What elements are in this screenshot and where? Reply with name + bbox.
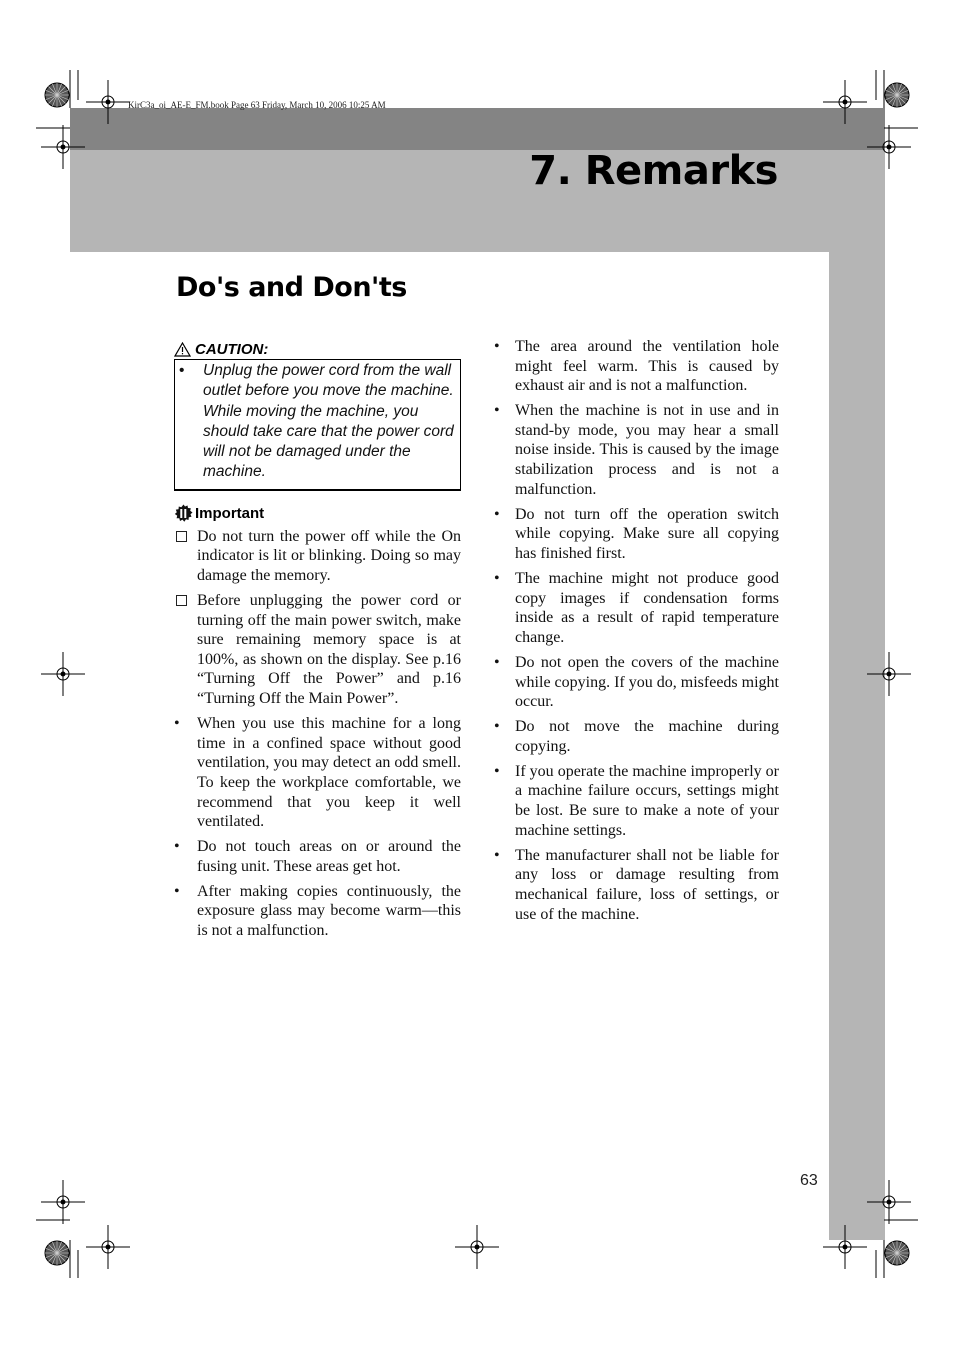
bullet-text: When the machine is not in use and in stand-by mode, you may hear a small noise inside. This is caused by the image stabilization process and is not a malfunction. bbox=[515, 402, 779, 498]
registration-wheel-icon bbox=[885, 83, 909, 107]
page-number: 63 bbox=[800, 1172, 818, 1189]
registration-wheel-icon bbox=[45, 83, 69, 107]
bullet-text: If you operate the machine improperly or a machine failure occurs, settings might be lost. Be sure to make a note of your machine settings. bbox=[515, 762, 779, 839]
bullet: • bbox=[494, 570, 500, 588]
important-text: Do not turn the power off while the On indicator is lit or blinking. Doing so may damage the memory. bbox=[197, 527, 461, 584]
important-text: Before unplugging the power cord or turning off the main power switch, make sure remaining memory space is at 100%, as shown on the display. See p.16 “Turning Off the Power” and p.16 “Turning Off the Main Power”. bbox=[197, 592, 461, 708]
bullet-text: Do not open the covers of the machine while copying. If you do, misfeeds might occur. bbox=[515, 653, 779, 711]
bullet-text: Do not move the machine during copying. bbox=[515, 718, 779, 755]
bullet: • bbox=[494, 846, 500, 864]
bullet: • bbox=[179, 362, 185, 379]
caution-label: CAUTION: bbox=[195, 341, 269, 358]
caution-text: Unplug the power cord from the wall outlet before you move the machine. While moving the machine, you should take care that the power cord will not be damaged under the machine. bbox=[203, 362, 454, 481]
bullet: • bbox=[174, 838, 180, 856]
bullet: • bbox=[494, 653, 500, 671]
registration-wheel-icon bbox=[885, 1241, 909, 1265]
registration-wheel-icon bbox=[45, 1241, 69, 1265]
bullet: • bbox=[494, 505, 500, 523]
important-label: Important bbox=[195, 505, 265, 523]
file-info: KirC3a_oi_AE-E_FM.book Page 63 Friday, March 10, 2006 10:25 AM bbox=[128, 100, 386, 110]
chapter-title: 7. Remarks bbox=[529, 148, 778, 194]
bullet-text: The machine might not produce good copy images if condensation forms inside as a result of rapid temperature change. bbox=[515, 570, 779, 646]
bullet: • bbox=[494, 402, 500, 420]
bullet-text: Do not turn off the operation switch while copying. Make sure all copying has finished first. bbox=[515, 505, 779, 562]
bullet: • bbox=[494, 762, 500, 780]
bullet: • bbox=[494, 338, 500, 355]
bullet-text: The area around the ventilation hole might feel warm. This is caused by exhaust air and is not a malfunction. bbox=[515, 338, 779, 395]
section-title: Do's and Don'ts bbox=[176, 272, 407, 303]
bullet: • bbox=[174, 715, 180, 733]
bullet: • bbox=[174, 882, 180, 900]
bullet: • bbox=[494, 718, 500, 736]
bullet-text: Do not touch areas on or around the fusing unit. These areas get hot. bbox=[197, 838, 461, 875]
bullet-text: When you use this machine for a long time in a confined space without good ventilation, you may detect an odd smell. To keep the workplace comfortable, we recommend that you keep it well ventilated. bbox=[197, 715, 461, 831]
bullet-text: After making copies continuously, the exposure glass may become warm—this is not a malfunction. bbox=[197, 882, 461, 940]
bullet-text: The manufacturer shall not be liable for any loss or damage resulting from mechanical failure, loss of settings, or use of the machine. bbox=[515, 846, 779, 923]
